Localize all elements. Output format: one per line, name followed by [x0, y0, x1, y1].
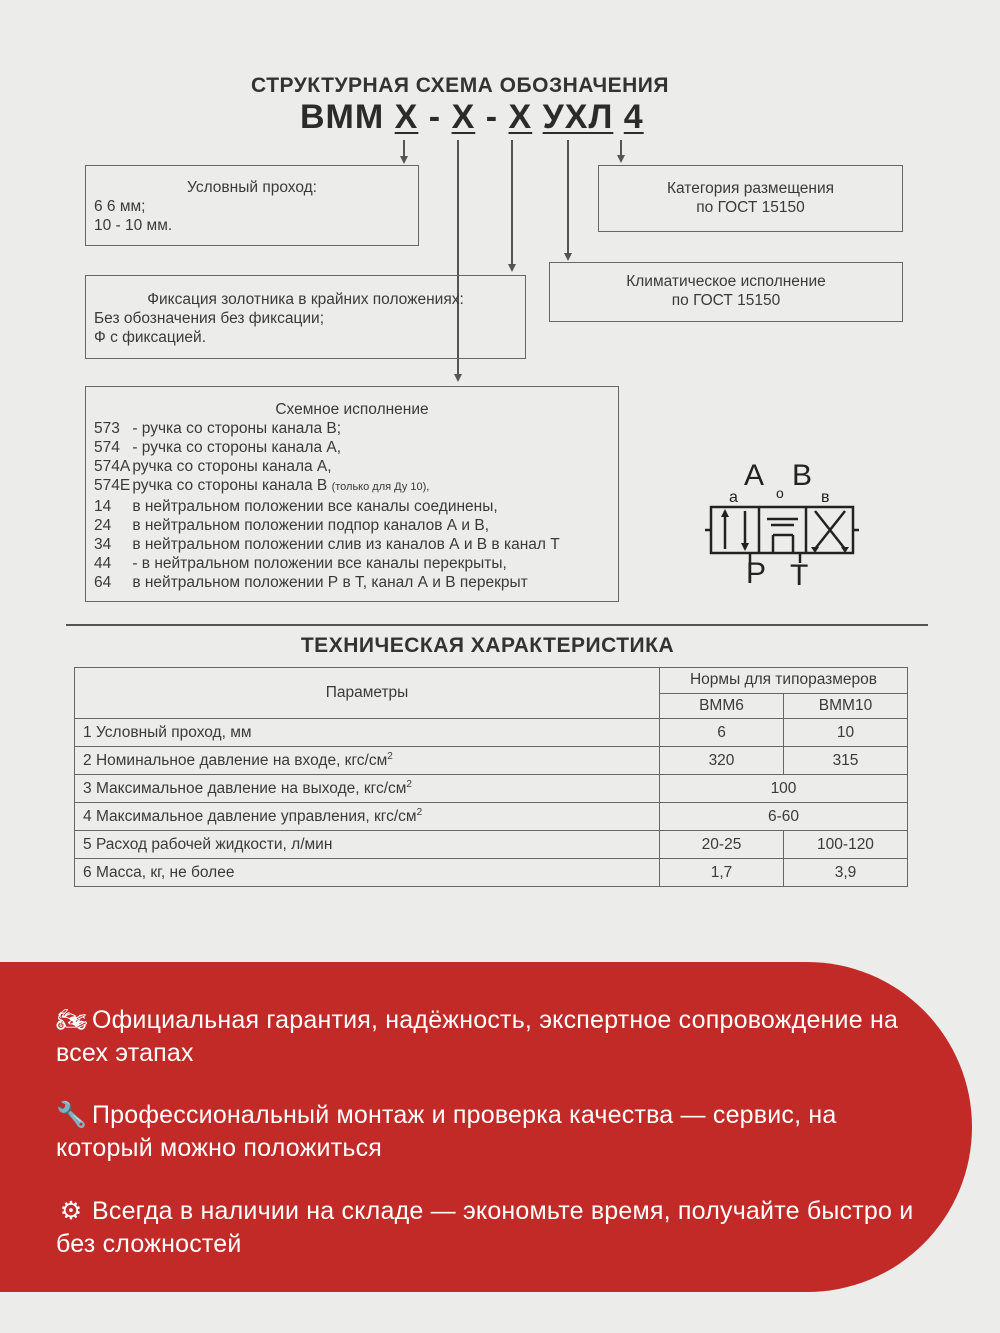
valve-symbol — [705, 455, 860, 590]
table-row — [75, 803, 908, 831]
value-cell-v6: 1,7 — [660, 859, 784, 887]
category-box — [598, 165, 903, 232]
table-row — [75, 859, 908, 887]
row-number: 5 — [83, 835, 92, 853]
divider — [66, 624, 928, 626]
variant-text: ручка со стороны канала А, — [132, 458, 332, 475]
climate-box — [549, 262, 903, 322]
variant-row — [94, 516, 610, 535]
variant-row — [94, 476, 610, 497]
wrench-icon: 🔧 — [56, 1101, 88, 1129]
variant-text: в нейтральном положении подпор каналов А и В, — [132, 517, 490, 534]
category-subtitle: по ГОСТ 15150 — [696, 199, 805, 216]
variant-row — [94, 554, 610, 573]
position-b-label: в — [821, 489, 830, 506]
variant-text: - ручка со стороны канала В; — [132, 420, 342, 437]
param-cell — [75, 775, 660, 803]
param-text: Условный проход, мм — [95, 723, 252, 741]
climate-title: Климатическое исполнение — [626, 273, 826, 290]
row-number: 1 — [83, 723, 92, 741]
category-title: Категория размещения — [666, 180, 835, 197]
connector-line — [511, 140, 513, 264]
value-cell-v10: 10 — [784, 719, 908, 747]
variant-row — [94, 457, 610, 476]
variant-row — [94, 419, 610, 438]
param-text: Номинальное давление на входе, кгс/см — [95, 752, 388, 770]
unit-superscript: 2 — [416, 806, 423, 818]
table-header-row — [75, 668, 908, 694]
arrow-icon — [564, 253, 572, 261]
gear-icon: ⚙ — [59, 1197, 83, 1225]
variant-code: 574Е — [94, 477, 131, 494]
variant-code: 573 — [94, 420, 120, 437]
position-0-label: о — [776, 485, 784, 501]
variant-text: - в нейтральном положении все каналы перекрыты, — [132, 555, 507, 572]
col-vmm10-header: ВММ10 — [784, 693, 908, 719]
value-cell-v6: 320 — [660, 747, 784, 775]
arrow-icon — [508, 264, 516, 272]
row-number: 2 — [83, 752, 92, 770]
fixation-line: Без обозначения без фиксации; — [94, 310, 325, 327]
port-b-label: В — [792, 459, 813, 492]
fixation-box — [85, 275, 526, 359]
bore-box — [85, 165, 419, 246]
param-cell — [75, 859, 660, 887]
row-number: 4 — [83, 808, 92, 826]
value-cell-both: 100 — [660, 775, 908, 803]
value-cell-both: 6-60 — [660, 803, 908, 831]
col-params-header: Параметры — [75, 668, 660, 719]
col-vmm6-header: ВММ6 — [660, 693, 784, 719]
variant-code: 24 — [94, 517, 112, 534]
variant-code: 44 — [94, 555, 112, 572]
variant-note: (только для Ду 10), — [331, 481, 430, 493]
designation-code — [300, 98, 644, 137]
variant-text: - ручка со стороны канала А, — [132, 439, 342, 456]
variant-text: ручка со стороны канала В — [132, 477, 328, 494]
unit-superscript: 2 — [387, 750, 393, 762]
param-text: Масса, кг, не более — [95, 863, 235, 881]
unit-superscript: 2 — [406, 778, 412, 790]
variant-code: 34 — [94, 536, 112, 553]
port-a-label: А — [744, 459, 765, 492]
connector-line — [620, 140, 622, 156]
variant-code: 14 — [94, 498, 112, 515]
tech-table — [74, 667, 908, 887]
variant-list — [94, 419, 610, 592]
value-cell-v6: 6 — [660, 719, 784, 747]
variant-title: Схемное исполнение — [275, 401, 429, 418]
position-a-label: а — [729, 489, 738, 506]
code-bore: Х — [394, 98, 419, 136]
param-text: Расход рабочей жидкости, л/мин — [95, 835, 333, 853]
variant-code: 574А — [94, 458, 131, 475]
arrow-icon — [617, 155, 625, 163]
tech-title: ТЕХНИЧЕСКАЯ ХАРАКТЕРИСТИКА — [300, 634, 675, 657]
variant-code: 64 — [94, 574, 112, 591]
shield-car-icon: 🏍 — [56, 1006, 88, 1034]
value-cell-v10: 3,9 — [784, 859, 908, 887]
table-row — [75, 747, 908, 775]
table-row — [75, 775, 908, 803]
scheme-title: СТРУКТУРНАЯ СХЕМА ОБОЗНАЧЕНИЯ — [251, 74, 669, 97]
value-cell-v10: 315 — [784, 747, 908, 775]
port-p-label: Р — [746, 557, 767, 590]
variant-row — [94, 535, 610, 554]
feature-item — [56, 1195, 936, 1261]
param-cell — [75, 747, 660, 775]
feature-text: Всегда в наличии на складе — экономьте время, получайте быстро и без сложностей — [56, 1197, 914, 1258]
table-row — [75, 831, 908, 859]
connector-line — [567, 140, 569, 253]
param-text: Максимальное давление управления, кгс/см — [95, 808, 417, 826]
feature-text: Официальная гарантия, надёжность, экспертное сопровождение на всех этапах — [56, 1006, 899, 1067]
param-cell — [75, 719, 660, 747]
variant-text: в нейтральном положении все каналы соединены, — [132, 498, 498, 515]
code-category: 4 — [623, 98, 644, 136]
climate-subtitle: по ГОСТ 15150 — [671, 292, 781, 309]
fixation-title: Фиксация золотника в крайних положениях: — [147, 291, 464, 308]
value-cell-v6: 20-25 — [660, 831, 784, 859]
param-cell — [75, 803, 660, 831]
param-cell — [75, 831, 660, 859]
variant-row — [94, 573, 610, 592]
fixation-line: Ф с фиксацией. — [94, 329, 207, 346]
variant-text: в нейтральном положении Р в Т, канал А и В перекрыт — [132, 574, 528, 591]
arrow-icon — [400, 156, 408, 164]
row-number: 3 — [83, 780, 92, 798]
variant-row — [94, 497, 610, 516]
bore-title: Условный проход: — [187, 179, 317, 196]
code-climate: УХЛ — [542, 98, 614, 136]
code-dash: - — [428, 98, 442, 136]
variant-text: в нейтральном положении слив из каналов А и В в канал Т — [132, 536, 560, 553]
variant-row — [94, 438, 610, 457]
valve-body — [711, 507, 853, 553]
code-fixation: Х — [451, 98, 476, 136]
bore-line: 6 6 мм; — [94, 198, 146, 215]
feature-text: Профессиональный монтаж и проверка качества — сервис, на который можно положиться — [56, 1101, 837, 1162]
code-variant: Х — [508, 98, 533, 136]
param-text: Максимальное давление на выходе, кгс/см — [95, 780, 407, 798]
feature-item — [56, 1099, 936, 1165]
port-t-label: Т — [790, 559, 809, 590]
value-cell-v10: 100-120 — [784, 831, 908, 859]
table-row — [75, 719, 908, 747]
bore-line: 10 - 10 мм. — [94, 217, 173, 234]
variant-code: 574 — [94, 439, 120, 456]
feature-item — [56, 1004, 936, 1070]
arrow-icon — [454, 374, 462, 382]
col-norms-header: Нормы для типоразмеров — [660, 668, 908, 694]
code-prefix: ВММ — [300, 98, 385, 136]
code-dash: - — [485, 98, 499, 136]
variant-box — [85, 386, 619, 602]
row-number: 6 — [83, 863, 92, 881]
